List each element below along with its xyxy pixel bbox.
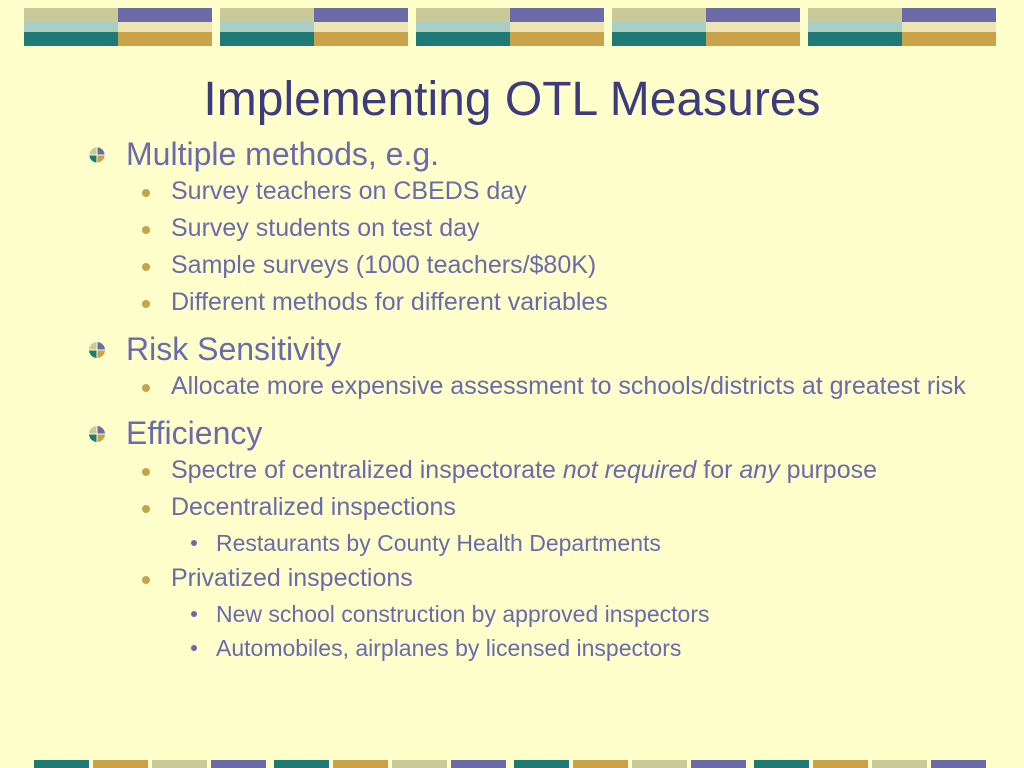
- gold-dot-bullet-icon: [142, 505, 150, 513]
- list-item: [86, 563, 966, 594]
- list-item-text: Decentralized inspections: [171, 493, 456, 521]
- bottom-decoration: [34, 760, 990, 768]
- list-item: [86, 492, 966, 523]
- gold-dot-bullet-icon: [142, 576, 150, 584]
- decor-tile: [24, 8, 212, 46]
- list-item-text: Privatized inspections: [171, 564, 413, 592]
- decor-segment: [451, 760, 506, 768]
- section-heading: [86, 135, 966, 173]
- decor-tile: [416, 8, 604, 46]
- decor-segment: [152, 760, 207, 768]
- gold-dot-bullet-icon: [142, 263, 150, 271]
- decor-segment: [211, 760, 266, 768]
- decor-segment: [514, 760, 569, 768]
- small-dot-bullet-icon: [191, 540, 197, 546]
- gold-dot-bullet-icon: [142, 468, 150, 476]
- section-heading: [86, 414, 966, 452]
- decor-segment: [573, 760, 628, 768]
- sub-list-item: [86, 634, 966, 662]
- decor-segment: [691, 760, 746, 768]
- quartered-circle-bullet-icon: [88, 425, 106, 443]
- list-item-text: Sample surveys (1000 teachers/$80K): [171, 251, 597, 279]
- list-item: [86, 250, 966, 281]
- list-item: [86, 213, 966, 244]
- sub-list-item-text: Restaurants by County Health Departments: [216, 530, 661, 556]
- small-dot-bullet-icon: [191, 645, 197, 651]
- quartered-circle-bullet-icon: [88, 146, 106, 164]
- section-heading: [86, 330, 966, 368]
- decor-tile: [612, 8, 800, 46]
- decor-segment: [34, 760, 89, 768]
- list-item: [86, 287, 966, 318]
- list-item-text: Survey teachers on CBEDS day: [171, 177, 527, 205]
- slide-body: [86, 132, 966, 662]
- list-item: [86, 371, 966, 402]
- decor-segment: [872, 760, 927, 768]
- list-item-text: Survey students on test day: [171, 214, 480, 242]
- slide-title: Implementing OTL Measures: [203, 73, 821, 126]
- sub-list-item-text: Automobiles, airplanes by licensed inspectors: [216, 635, 682, 661]
- top-decoration: [24, 8, 1000, 46]
- gold-dot-bullet-icon: [142, 189, 150, 197]
- section-heading-text: Multiple methods, e.g.: [126, 136, 440, 172]
- decor-tile: [220, 8, 408, 46]
- decor-segment: [93, 760, 148, 768]
- small-dot-bullet-icon: [191, 611, 197, 617]
- quartered-circle-bullet-icon: [88, 341, 106, 359]
- section-heading-text: Risk Sensitivity: [126, 331, 342, 367]
- sub-list-item: [86, 600, 966, 628]
- list-item-text: Spectre of centralized inspectorate not required for any purpose: [171, 456, 878, 484]
- decor-segment: [754, 760, 809, 768]
- decor-segment: [274, 760, 329, 768]
- list-item-text: Different methods for different variables: [171, 288, 608, 316]
- decor-tile: [808, 8, 996, 46]
- decor-segment: [931, 760, 986, 768]
- decor-segment: [813, 760, 868, 768]
- section-heading-text: Efficiency: [126, 415, 263, 451]
- decor-segment: [392, 760, 447, 768]
- list-item: [86, 455, 966, 486]
- sub-list-item: [86, 529, 966, 557]
- gold-dot-bullet-icon: [142, 300, 150, 308]
- gold-dot-bullet-icon: [142, 384, 150, 392]
- list-item-text: Allocate more expensive assessment to schools/districts at greatest risk: [171, 372, 966, 400]
- gold-dot-bullet-icon: [142, 226, 150, 234]
- decor-segment: [333, 760, 388, 768]
- sub-list-item-text: New school construction by approved inspectors: [216, 601, 710, 627]
- list-item: [86, 176, 966, 207]
- decor-segment: [632, 760, 687, 768]
